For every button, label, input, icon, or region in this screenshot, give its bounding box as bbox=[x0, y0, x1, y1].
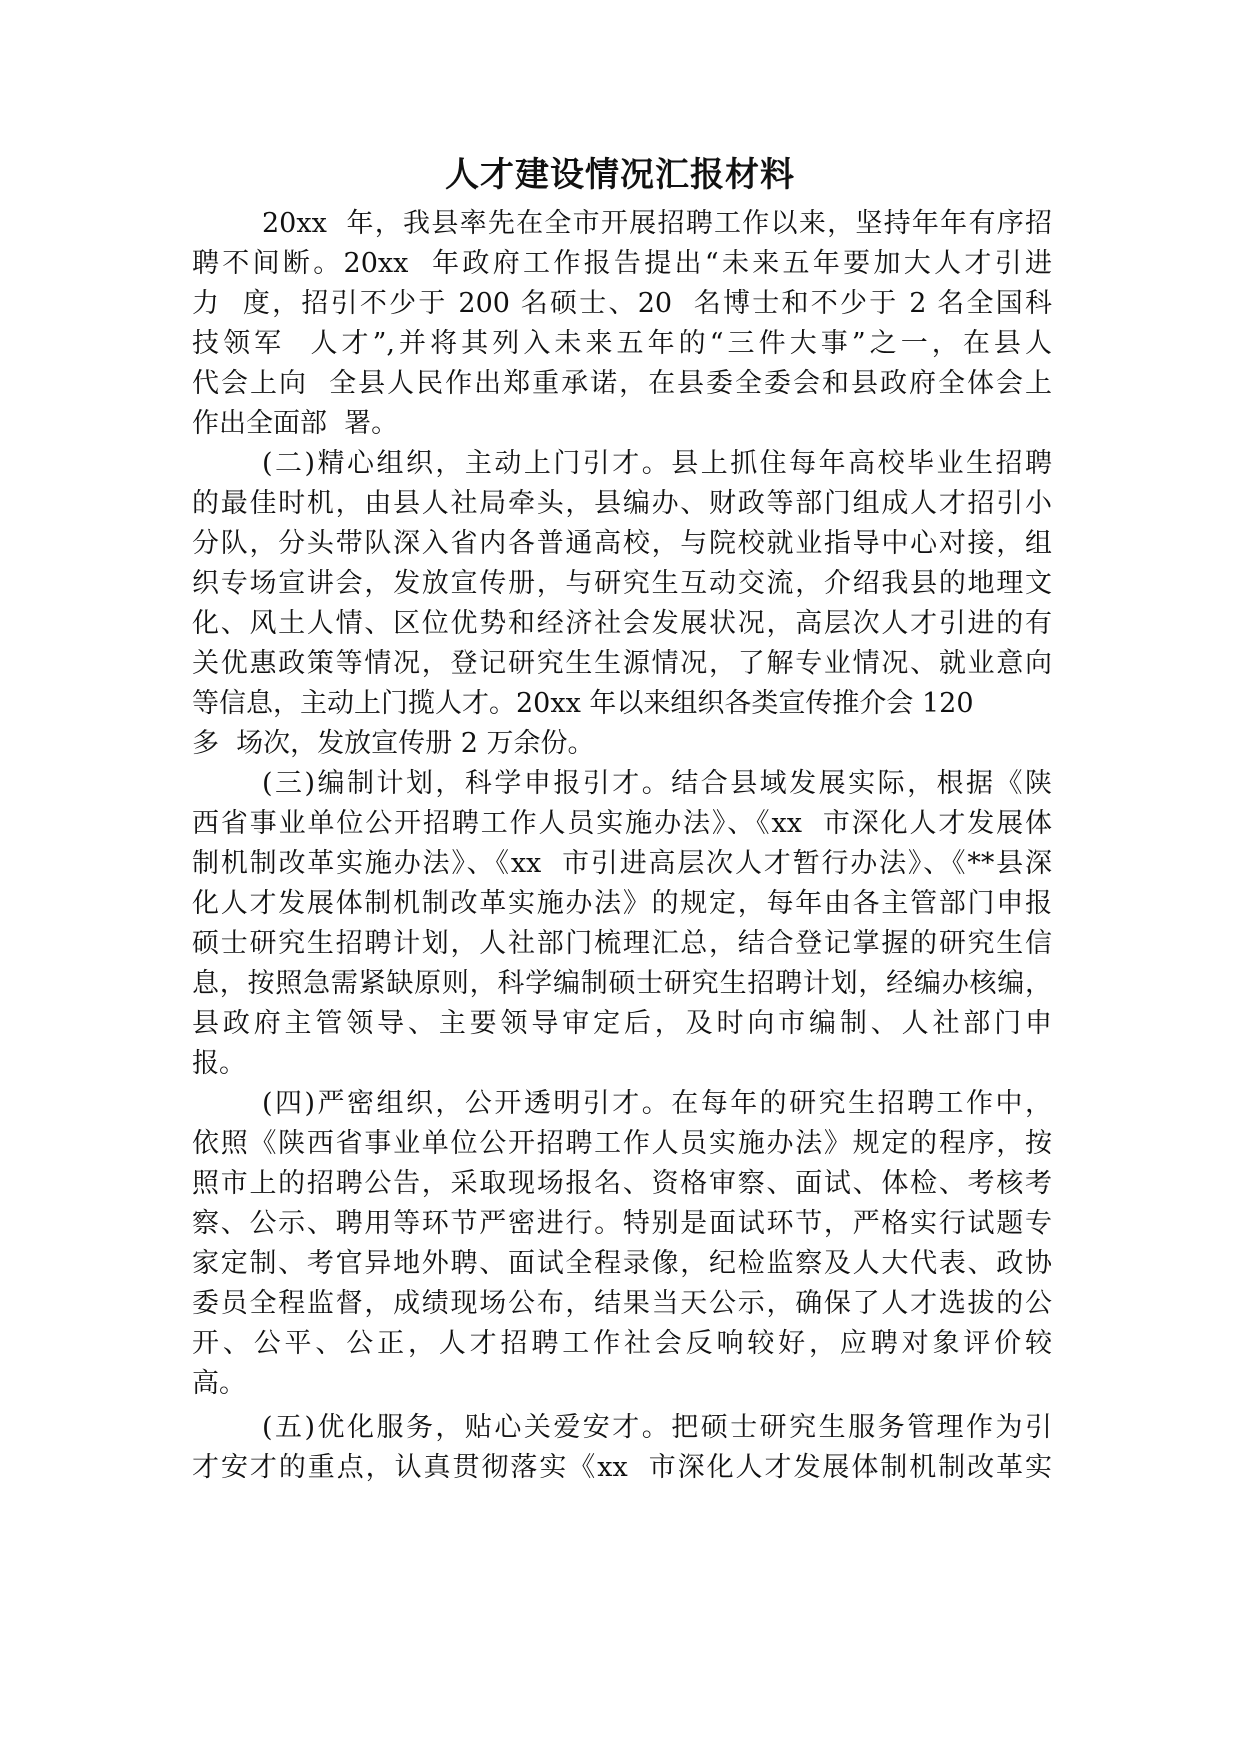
paragraph-line: 西省事业单位公开招聘工作人员实施办法》、《xx 市深化人才发展体 bbox=[192, 808, 1052, 839]
paragraph-line: 代会上向 全县人民作出郑重承诺，在县委全委会和县政府全体会上 bbox=[192, 368, 1052, 399]
paragraph-line: 聘不间断。20xx 年政府工作报告提出“未来五年要加大人才引进 bbox=[192, 248, 1052, 279]
paragraph-line: 报。 bbox=[192, 1048, 246, 1079]
paragraph-line: 家定制、考官异地外聘、面试全程录像，纪检监察及人大代表、政协 bbox=[192, 1248, 1052, 1279]
paragraph-line: 才安才的重点，认真贯彻落实《xx 市深化人才发展体制机制改革实 bbox=[192, 1452, 1052, 1483]
paragraph-line: 等信息，主动上门揽人才。20xx 年以来组织各类宣传推介会 120 bbox=[192, 688, 974, 719]
paragraph-line: 化、风土人情、区位优势和经济社会发展状况，高层次人才引进的有 bbox=[192, 608, 1052, 639]
paragraph-line: 制机制改革实施办法》、《xx 市引进高层次人才暂行办法》、《**县深 bbox=[192, 848, 1052, 879]
paragraph-line: 关优惠政策等情况，登记研究生生源情况，了解专业情况、就业意向 bbox=[192, 648, 1052, 679]
paragraph-line: 照市上的招聘公告，采取现场报名、资格审察、面试、体检、考核考 bbox=[192, 1168, 1052, 1199]
paragraph-line: 分队，分头带队深入省内各普通高校，与院校就业指导中心对接，组 bbox=[192, 528, 1052, 559]
paragraph-line: 多 场次，发放宣传册 2 万余份。 bbox=[192, 728, 595, 759]
paragraph-line: (四)严密组织，公开透明引才。在每年的研究生招聘工作中， bbox=[262, 1088, 1052, 1119]
paragraph-line: 技领军 人才”,并将其列入未来五年的“三件大事”之一，在县人 bbox=[192, 328, 1052, 359]
paragraph-line: 作出全面部 署。 bbox=[192, 408, 399, 439]
paragraph-section-5 bbox=[192, 1408, 1052, 1488]
paragraph-line: 力 度，招引不少于 200 名硕士、20 名博士和不少于 2 名全国科 bbox=[192, 288, 1052, 319]
paragraph-line: 20xx 年，我县率先在全市开展招聘工作以来，坚持年年有序招 bbox=[262, 208, 1052, 239]
paragraph-line: 织专场宣讲会，发放宣传册，与研究生互动交流，介绍我县的地理文 bbox=[192, 568, 1052, 599]
paragraph-line: (二)精心组织，主动上门引才。县上抓住每年高校毕业生招聘 bbox=[262, 448, 1052, 479]
paragraph-line: 硕士研究生招聘计划，人社部门梳理汇总，结合登记掌握的研究生信 bbox=[192, 928, 1052, 959]
paragraph-line: (五)优化服务，贴心关爱安才。把硕士研究生服务管理作为引 bbox=[262, 1412, 1052, 1443]
paragraph-intro bbox=[192, 204, 1052, 444]
paragraph-section-2 bbox=[192, 444, 1052, 764]
paragraph-line: 县政府主管领导、主要领导审定后，及时向市编制、人社部门申 bbox=[192, 1008, 1052, 1039]
paragraph-line: 的最佳时机，由县人社局牵头，县编办、财政等部门组成人才招引小 bbox=[192, 488, 1052, 519]
paragraph-section-4 bbox=[192, 1084, 1052, 1404]
paragraph-line: 察、公示、聘用等环节严密进行。特别是面试环节，严格实行试题专 bbox=[192, 1208, 1052, 1239]
paragraph-line: 息，按照急需紧缺原则，科学编制硕士研究生招聘计划，经编办核编， bbox=[192, 968, 1052, 999]
paragraph-line: 开、公平、公正，人才招聘工作社会反响较好，应聘对象评价较 bbox=[192, 1328, 1052, 1359]
paragraph-line: (三)编制计划，科学申报引才。结合县域发展实际，根据《陕 bbox=[262, 768, 1052, 799]
document-title: 人才建设情况汇报材料 bbox=[445, 155, 795, 195]
paragraph-section-3 bbox=[192, 764, 1052, 1084]
paragraph-line: 高。 bbox=[192, 1368, 246, 1399]
paragraph-line: 依照《陕西省事业单位公开招聘工作人员实施办法》规定的程序，按 bbox=[192, 1128, 1052, 1159]
paragraph-line: 化人才发展体制机制改革实施办法》的规定，每年由各主管部门申报 bbox=[192, 888, 1052, 919]
paragraph-line: 委员全程监督，成绩现场公布，结果当天公示，确保了人才选拔的公 bbox=[192, 1288, 1052, 1319]
